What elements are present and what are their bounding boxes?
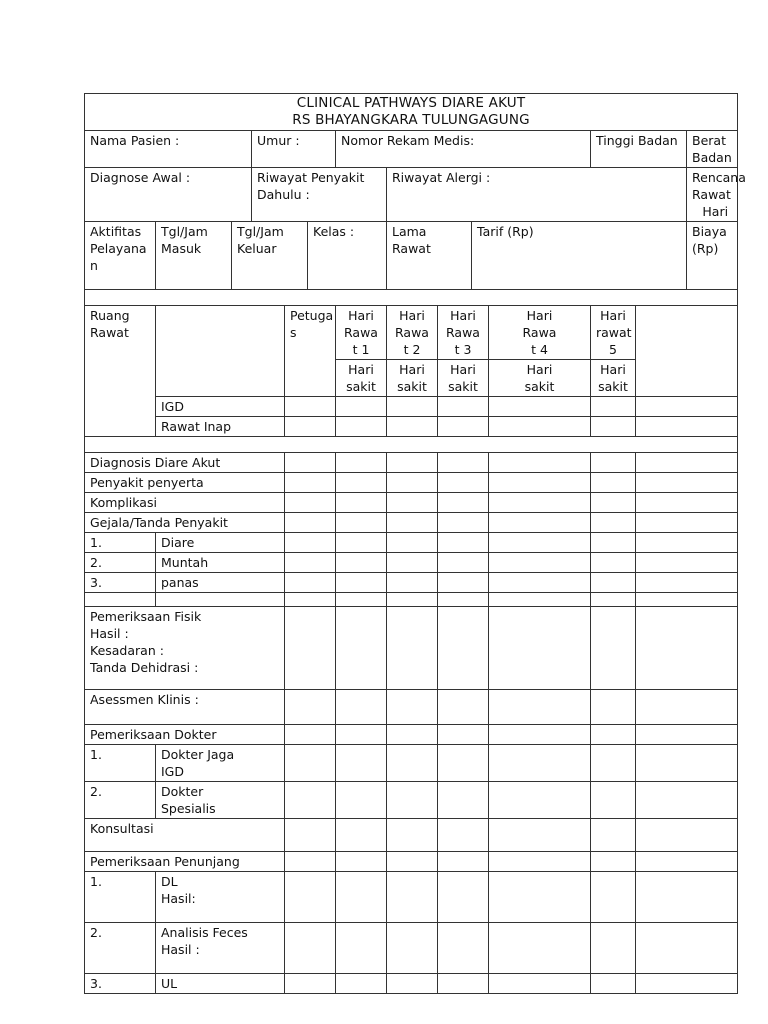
dokter-num: 2. (85, 782, 156, 819)
grid-cell[interactable] (285, 782, 336, 819)
table-row (85, 397, 738, 417)
grid-cell[interactable] (336, 725, 387, 745)
tgl-masuk-header (156, 222, 232, 290)
blank-cell (85, 593, 156, 607)
grid-cell[interactable] (285, 533, 336, 553)
hari-sakit-2-l1: Hari (399, 362, 425, 377)
blank-cell (156, 593, 285, 607)
grid-cell[interactable] (336, 607, 387, 690)
table-row (85, 473, 738, 493)
clinical-pathway-table (84, 93, 746, 994)
grid-cell[interactable] (489, 852, 591, 872)
grid-cell[interactable] (636, 553, 738, 573)
hari-sakit-5-l2: sakit (598, 379, 628, 394)
hari-sakit-5-header (591, 360, 636, 397)
grid-cell[interactable] (636, 725, 738, 745)
grid-cell[interactable] (438, 513, 489, 533)
table-row (85, 573, 738, 593)
table-row (85, 852, 738, 872)
grid-cell[interactable] (636, 453, 738, 473)
hari-sakit-3-l1: Hari (450, 362, 476, 377)
grid-cell[interactable] (336, 745, 387, 782)
grid-cell[interactable] (636, 923, 738, 974)
grid-cell[interactable] (285, 493, 336, 513)
grid-cell[interactable] (438, 533, 489, 553)
grid-cell[interactable] (438, 974, 489, 994)
lab-num: 2. (85, 923, 156, 974)
grid-cell[interactable] (438, 493, 489, 513)
table-row (85, 593, 738, 607)
hari-rawat-4-l3: t 4 (531, 342, 548, 357)
fisik-label-4: Tanda Dehidrasi : (90, 660, 199, 675)
table-row (85, 690, 738, 725)
riwayat-penyakit-field[interactable] (252, 168, 387, 222)
konsultasi-label: Konsultasi (85, 819, 285, 852)
grid-cell[interactable] (387, 819, 438, 852)
clinical-pathway-form (84, 93, 746, 994)
fisik-label-3: Kesadaran : (90, 643, 164, 658)
grid-cell[interactable] (336, 819, 387, 852)
table-row (85, 553, 738, 573)
hari-sakit-3-l2: sakit (448, 379, 478, 394)
igd-extra-cell[interactable] (636, 397, 738, 417)
lab-num: 3. (85, 974, 156, 994)
tgl-keluar-header (232, 222, 308, 290)
grid-cell[interactable] (387, 852, 438, 872)
hari-sakit-4-header (489, 360, 591, 397)
grid-cell[interactable] (285, 872, 336, 923)
table-row (85, 453, 738, 473)
table-row (85, 725, 738, 745)
inap-day4-cell[interactable] (489, 417, 591, 437)
hari-rawat-5-l1: Hari (600, 308, 626, 323)
grid-cell[interactable] (591, 782, 636, 819)
grid-cell[interactable] (285, 453, 336, 473)
grid-cell[interactable] (591, 974, 636, 994)
grid-cell[interactable] (336, 473, 387, 493)
grid-cell[interactable] (285, 473, 336, 493)
grid-cell[interactable] (489, 493, 591, 513)
table-row (85, 745, 738, 782)
table-row (85, 417, 738, 437)
lab-2-l2: Hasil : (161, 942, 200, 957)
aktifitas-label-3: n (90, 258, 98, 273)
grid-cell[interactable] (285, 852, 336, 872)
riwayat-penyakit-label-2: Dahulu : (257, 187, 310, 202)
table-row (85, 872, 738, 923)
grid-cell[interactable] (489, 725, 591, 745)
grid-cell[interactable] (387, 923, 438, 974)
title-line-1: CLINICAL PATHWAYS DIARE AKUT (296, 95, 526, 111)
symptom-name: panas (156, 573, 285, 593)
nomor-rekam-medis-field[interactable]: Nomor Rekam Medis: (336, 131, 591, 168)
lab-1-l1: DL (161, 874, 178, 889)
grid-cell[interactable] (387, 974, 438, 994)
hari-rawat-3-l1: Hari (450, 308, 476, 323)
hari-sakit-1-header (336, 360, 387, 397)
grid-cell[interactable] (591, 593, 636, 607)
grid-cell[interactable] (438, 690, 489, 725)
pemeriksaan-penunjang-label: Pemeriksaan Penunjang (85, 852, 285, 872)
hari-rawat-4-header (489, 306, 591, 360)
grid-cell[interactable] (387, 593, 438, 607)
grid-cell[interactable] (489, 974, 591, 994)
aktifitas-pelayanan-header (85, 222, 156, 290)
tgl-keluar-label-2: Keluar (237, 241, 277, 256)
asessmen-klinis-label: Asessmen Klinis : (85, 690, 285, 725)
igd-day4-cell[interactable] (489, 397, 591, 417)
hari-rawat-1-l2: Rawa (344, 325, 378, 340)
lab-num: 1. (85, 872, 156, 923)
grid-cell[interactable] (285, 819, 336, 852)
spacer-row (85, 437, 738, 453)
grid-cell[interactable] (285, 923, 336, 974)
grid-cell[interactable] (636, 473, 738, 493)
grid-cell[interactable] (591, 493, 636, 513)
grid-cell[interactable] (438, 453, 489, 473)
ruang-label-1: Ruang (90, 308, 130, 323)
tarif-header: Tarif (Rp) (472, 222, 687, 290)
tgl-masuk-label-2: Masuk (161, 241, 202, 256)
table-row (85, 782, 738, 819)
rencana-rawat-field[interactable] (687, 168, 746, 222)
grid-cell[interactable] (636, 607, 738, 690)
hari-rawat-3-l2: Rawa (446, 325, 480, 340)
grid-cell[interactable] (336, 923, 387, 974)
grid-cell[interactable] (285, 690, 336, 725)
igd-day2-cell[interactable] (387, 397, 438, 417)
grid-cell[interactable] (591, 872, 636, 923)
hari-rawat-2-l1: Hari (399, 308, 425, 323)
grid-cell[interactable] (591, 513, 636, 533)
inap-day3-cell[interactable] (438, 417, 489, 437)
grid-cell[interactable] (489, 473, 591, 493)
grid-cell[interactable] (438, 593, 489, 607)
igd-day1-cell[interactable] (336, 397, 387, 417)
grid-cell[interactable] (591, 533, 636, 553)
grid-cell[interactable] (438, 872, 489, 923)
igd-label: IGD (156, 397, 285, 417)
grid-cell[interactable] (336, 852, 387, 872)
symptom-num: 2. (85, 553, 156, 573)
grid-cell[interactable] (489, 782, 591, 819)
tgl-masuk-label-1: Tgl/Jam (161, 224, 208, 239)
grid-cell[interactable] (489, 819, 591, 852)
grid-cell[interactable] (489, 607, 591, 690)
dokter-name (156, 745, 285, 782)
hari-sakit-4-l1: Hari (526, 362, 553, 377)
grid-cell[interactable] (387, 607, 438, 690)
grid-cell[interactable] (285, 593, 336, 607)
lab-name (156, 923, 285, 974)
spacer-row (85, 290, 738, 306)
ruang-rawat-header (85, 306, 156, 437)
grid-cell[interactable] (438, 607, 489, 690)
table-row (85, 819, 738, 852)
grid-cell[interactable] (591, 573, 636, 593)
dokter-1-l1: Dokter Jaga (161, 747, 235, 762)
lama-label-2: Rawat (392, 241, 431, 256)
table-row (85, 974, 738, 994)
hari-sakit-3-header (438, 360, 489, 397)
nama-pasien-field[interactable]: Nama Pasien : (85, 131, 252, 168)
grid-cell[interactable] (336, 974, 387, 994)
grid-cell[interactable] (489, 745, 591, 782)
grid-cell[interactable] (636, 573, 738, 593)
title-line-2: RS BHAYANGKARA TULUNGAGUNG (292, 112, 530, 128)
rencana-label-3: Hari (702, 204, 729, 219)
grid-cell[interactable] (636, 690, 738, 725)
biaya-header: Biaya (Rp) (687, 222, 738, 290)
grid-cell[interactable] (285, 974, 336, 994)
hari-sakit-4-l2: sakit (524, 379, 555, 394)
grid-cell[interactable] (387, 553, 438, 573)
dokter-2-l1: Dokter (161, 784, 204, 799)
grid-cell[interactable] (387, 513, 438, 533)
grid-cell[interactable] (489, 690, 591, 725)
grid-cell[interactable] (636, 493, 738, 513)
hari-rawat-5-header (591, 306, 636, 360)
grid-cell[interactable] (387, 690, 438, 725)
grid-cell[interactable] (636, 819, 738, 852)
grid-cell[interactable] (336, 553, 387, 573)
hari-sakit-2-l2: sakit (397, 379, 427, 394)
grid-cell[interactable] (591, 607, 636, 690)
grid-cell[interactable] (387, 745, 438, 782)
symptom-name: Diare (156, 533, 285, 553)
grid-cell[interactable] (489, 923, 591, 974)
hari-sakit-2-header (387, 360, 438, 397)
grid-cell[interactable] (489, 533, 591, 553)
grid-cell[interactable] (636, 872, 738, 923)
hari-sakit-1-l1: Hari (348, 362, 374, 377)
grid-cell[interactable] (336, 573, 387, 593)
grid-cell[interactable] (387, 493, 438, 513)
grid-cell[interactable] (438, 573, 489, 593)
grid-cell[interactable] (591, 690, 636, 725)
petugas-label-2: s (290, 325, 297, 340)
rencana-label-1: Rencana (692, 170, 746, 185)
igd-petugas-cell[interactable] (285, 397, 336, 417)
dokter-1-l2: IGD (161, 764, 184, 779)
diagnosis-diare-label: Diagnosis Diare Akut (85, 453, 285, 473)
igd-day3-cell[interactable] (438, 397, 489, 417)
grid-cell[interactable] (387, 473, 438, 493)
lama-label-1: Lama (392, 224, 427, 239)
grid-cell[interactable] (636, 533, 738, 553)
grid-cell[interactable] (591, 725, 636, 745)
inap-day5-cell[interactable] (591, 417, 636, 437)
hari-rawat-2-l2: Rawa (395, 325, 429, 340)
grid-cell[interactable] (489, 553, 591, 573)
petugas-label-1: Petuga (290, 308, 334, 323)
grid-cell[interactable] (591, 745, 636, 782)
hari-rawat-3-header (438, 306, 489, 360)
grid-cell[interactable] (285, 573, 336, 593)
form-title (85, 94, 738, 131)
grid-cell[interactable] (438, 745, 489, 782)
table-row (85, 923, 738, 974)
grid-cell[interactable] (387, 725, 438, 745)
grid-cell[interactable] (636, 745, 738, 782)
grid-cell[interactable] (438, 819, 489, 852)
grid-cell[interactable] (336, 493, 387, 513)
dokter-name (156, 782, 285, 819)
fisik-label-1: Pemeriksaan Fisik (90, 609, 202, 624)
lab-2-l1: Analisis Feces (161, 925, 248, 940)
hari-rawat-2-header (387, 306, 438, 360)
riwayat-penyakit-label-1: Riwayat Penyakit (257, 170, 365, 185)
grid-cell[interactable] (336, 782, 387, 819)
table-row (85, 533, 738, 553)
hari-sakit-1-l2: sakit (346, 379, 376, 394)
inap-petugas-cell[interactable] (285, 417, 336, 437)
lab-name (156, 872, 285, 923)
dokter-2-l2: Spesialis (161, 801, 216, 816)
grid-cell[interactable] (336, 513, 387, 533)
grid-cell[interactable] (438, 782, 489, 819)
hari-rawat-1-header (336, 306, 387, 360)
kelas-header: Kelas : (308, 222, 387, 290)
grid-cell[interactable] (591, 553, 636, 573)
penyakit-penyerta-label: Penyakit penyerta (85, 473, 285, 493)
pemeriksaan-dokter-label: Pemeriksaan Dokter (85, 725, 285, 745)
grid-cell[interactable] (387, 872, 438, 923)
lama-rawat-header (387, 222, 472, 290)
hari-rawat-1-l3: t 1 (352, 342, 370, 357)
grid-cell[interactable] (636, 782, 738, 819)
grid-cell[interactable] (285, 725, 336, 745)
grid-cell[interactable] (489, 573, 591, 593)
igd-day5-cell[interactable] (591, 397, 636, 417)
symptom-name: Muntah (156, 553, 285, 573)
grid-cell[interactable] (285, 607, 336, 690)
grid-cell[interactable] (438, 852, 489, 872)
hari-rawat-2-l3: t 2 (403, 342, 421, 357)
grid-cell[interactable] (591, 819, 636, 852)
pemeriksaan-fisik-cell (85, 607, 285, 690)
rencana-label-2: Rawat (692, 187, 731, 202)
inap-day2-cell[interactable] (387, 417, 438, 437)
grid-cell[interactable] (636, 513, 738, 533)
ruang-label-2: Rawat (90, 325, 129, 340)
symptom-num: 1. (85, 533, 156, 553)
ruang-extra-cell (636, 306, 738, 397)
grid-cell[interactable] (336, 453, 387, 473)
grid-cell[interactable] (438, 473, 489, 493)
komplikasi-label: Komplikasi (85, 493, 285, 513)
symptom-num: 3. (85, 573, 156, 593)
grid-cell[interactable] (591, 852, 636, 872)
grid-cell[interactable] (591, 923, 636, 974)
grid-cell[interactable] (387, 573, 438, 593)
grid-cell[interactable] (336, 690, 387, 725)
tgl-keluar-label-1: Tgl/Jam (237, 224, 284, 239)
grid-cell[interactable] (489, 453, 591, 473)
grid-cell[interactable] (489, 593, 591, 607)
grid-cell[interactable] (387, 453, 438, 473)
riwayat-alergi-field[interactable]: Riwayat Alergi : (387, 168, 687, 222)
aktifitas-label-2: Pelayana (90, 241, 147, 256)
ruang-blank-cell (156, 306, 285, 397)
diagnose-awal-field[interactable]: Diagnose Awal : (85, 168, 252, 222)
grid-cell[interactable] (636, 974, 738, 994)
grid-cell[interactable] (285, 553, 336, 573)
hari-rawat-4-l2: Rawa (522, 325, 557, 340)
berat-badan-field[interactable]: Berat Badan (687, 131, 738, 168)
grid-cell[interactable] (336, 593, 387, 607)
grid-cell[interactable] (636, 852, 738, 872)
grid-cell[interactable] (387, 782, 438, 819)
table-row (85, 607, 738, 690)
petugas-header (285, 306, 336, 397)
grid-cell[interactable] (438, 923, 489, 974)
table-row (85, 513, 738, 533)
table-row (85, 493, 738, 513)
hari-rawat-1-l1: Hari (348, 308, 374, 323)
grid-cell[interactable] (285, 513, 336, 533)
grid-cell[interactable] (438, 553, 489, 573)
inap-day1-cell[interactable] (336, 417, 387, 437)
grid-cell[interactable] (489, 513, 591, 533)
grid-cell[interactable] (591, 453, 636, 473)
tinggi-badan-field[interactable]: Tinggi Badan (591, 131, 687, 168)
grid-cell[interactable] (285, 745, 336, 782)
grid-cell[interactable] (438, 725, 489, 745)
grid-cell[interactable] (591, 473, 636, 493)
grid-cell[interactable] (336, 533, 387, 553)
dokter-num: 1. (85, 745, 156, 782)
hari-rawat-3-l3: t 3 (454, 342, 472, 357)
grid-cell[interactable] (336, 872, 387, 923)
lab-name: UL (156, 974, 285, 994)
hari-rawat-5-l3: 5 (609, 342, 617, 357)
lab-1-l2: Hasil: (161, 891, 196, 906)
fisik-label-2: Hasil : (90, 626, 129, 641)
grid-cell[interactable] (636, 593, 738, 607)
rawat-inap-label: Rawat Inap (156, 417, 285, 437)
hari-rawat-5-l2: rawat (596, 325, 632, 340)
hari-sakit-5-l1: Hari (600, 362, 626, 377)
grid-cell[interactable] (387, 533, 438, 553)
umur-field[interactable]: Umur : (252, 131, 336, 168)
aktifitas-label-1: Aktifitas (90, 224, 142, 239)
hari-rawat-4-l1: Hari (526, 308, 553, 323)
grid-cell[interactable] (489, 872, 591, 923)
inap-extra-cell[interactable] (636, 417, 738, 437)
gejala-label: Gejala/Tanda Penyakit (85, 513, 285, 533)
